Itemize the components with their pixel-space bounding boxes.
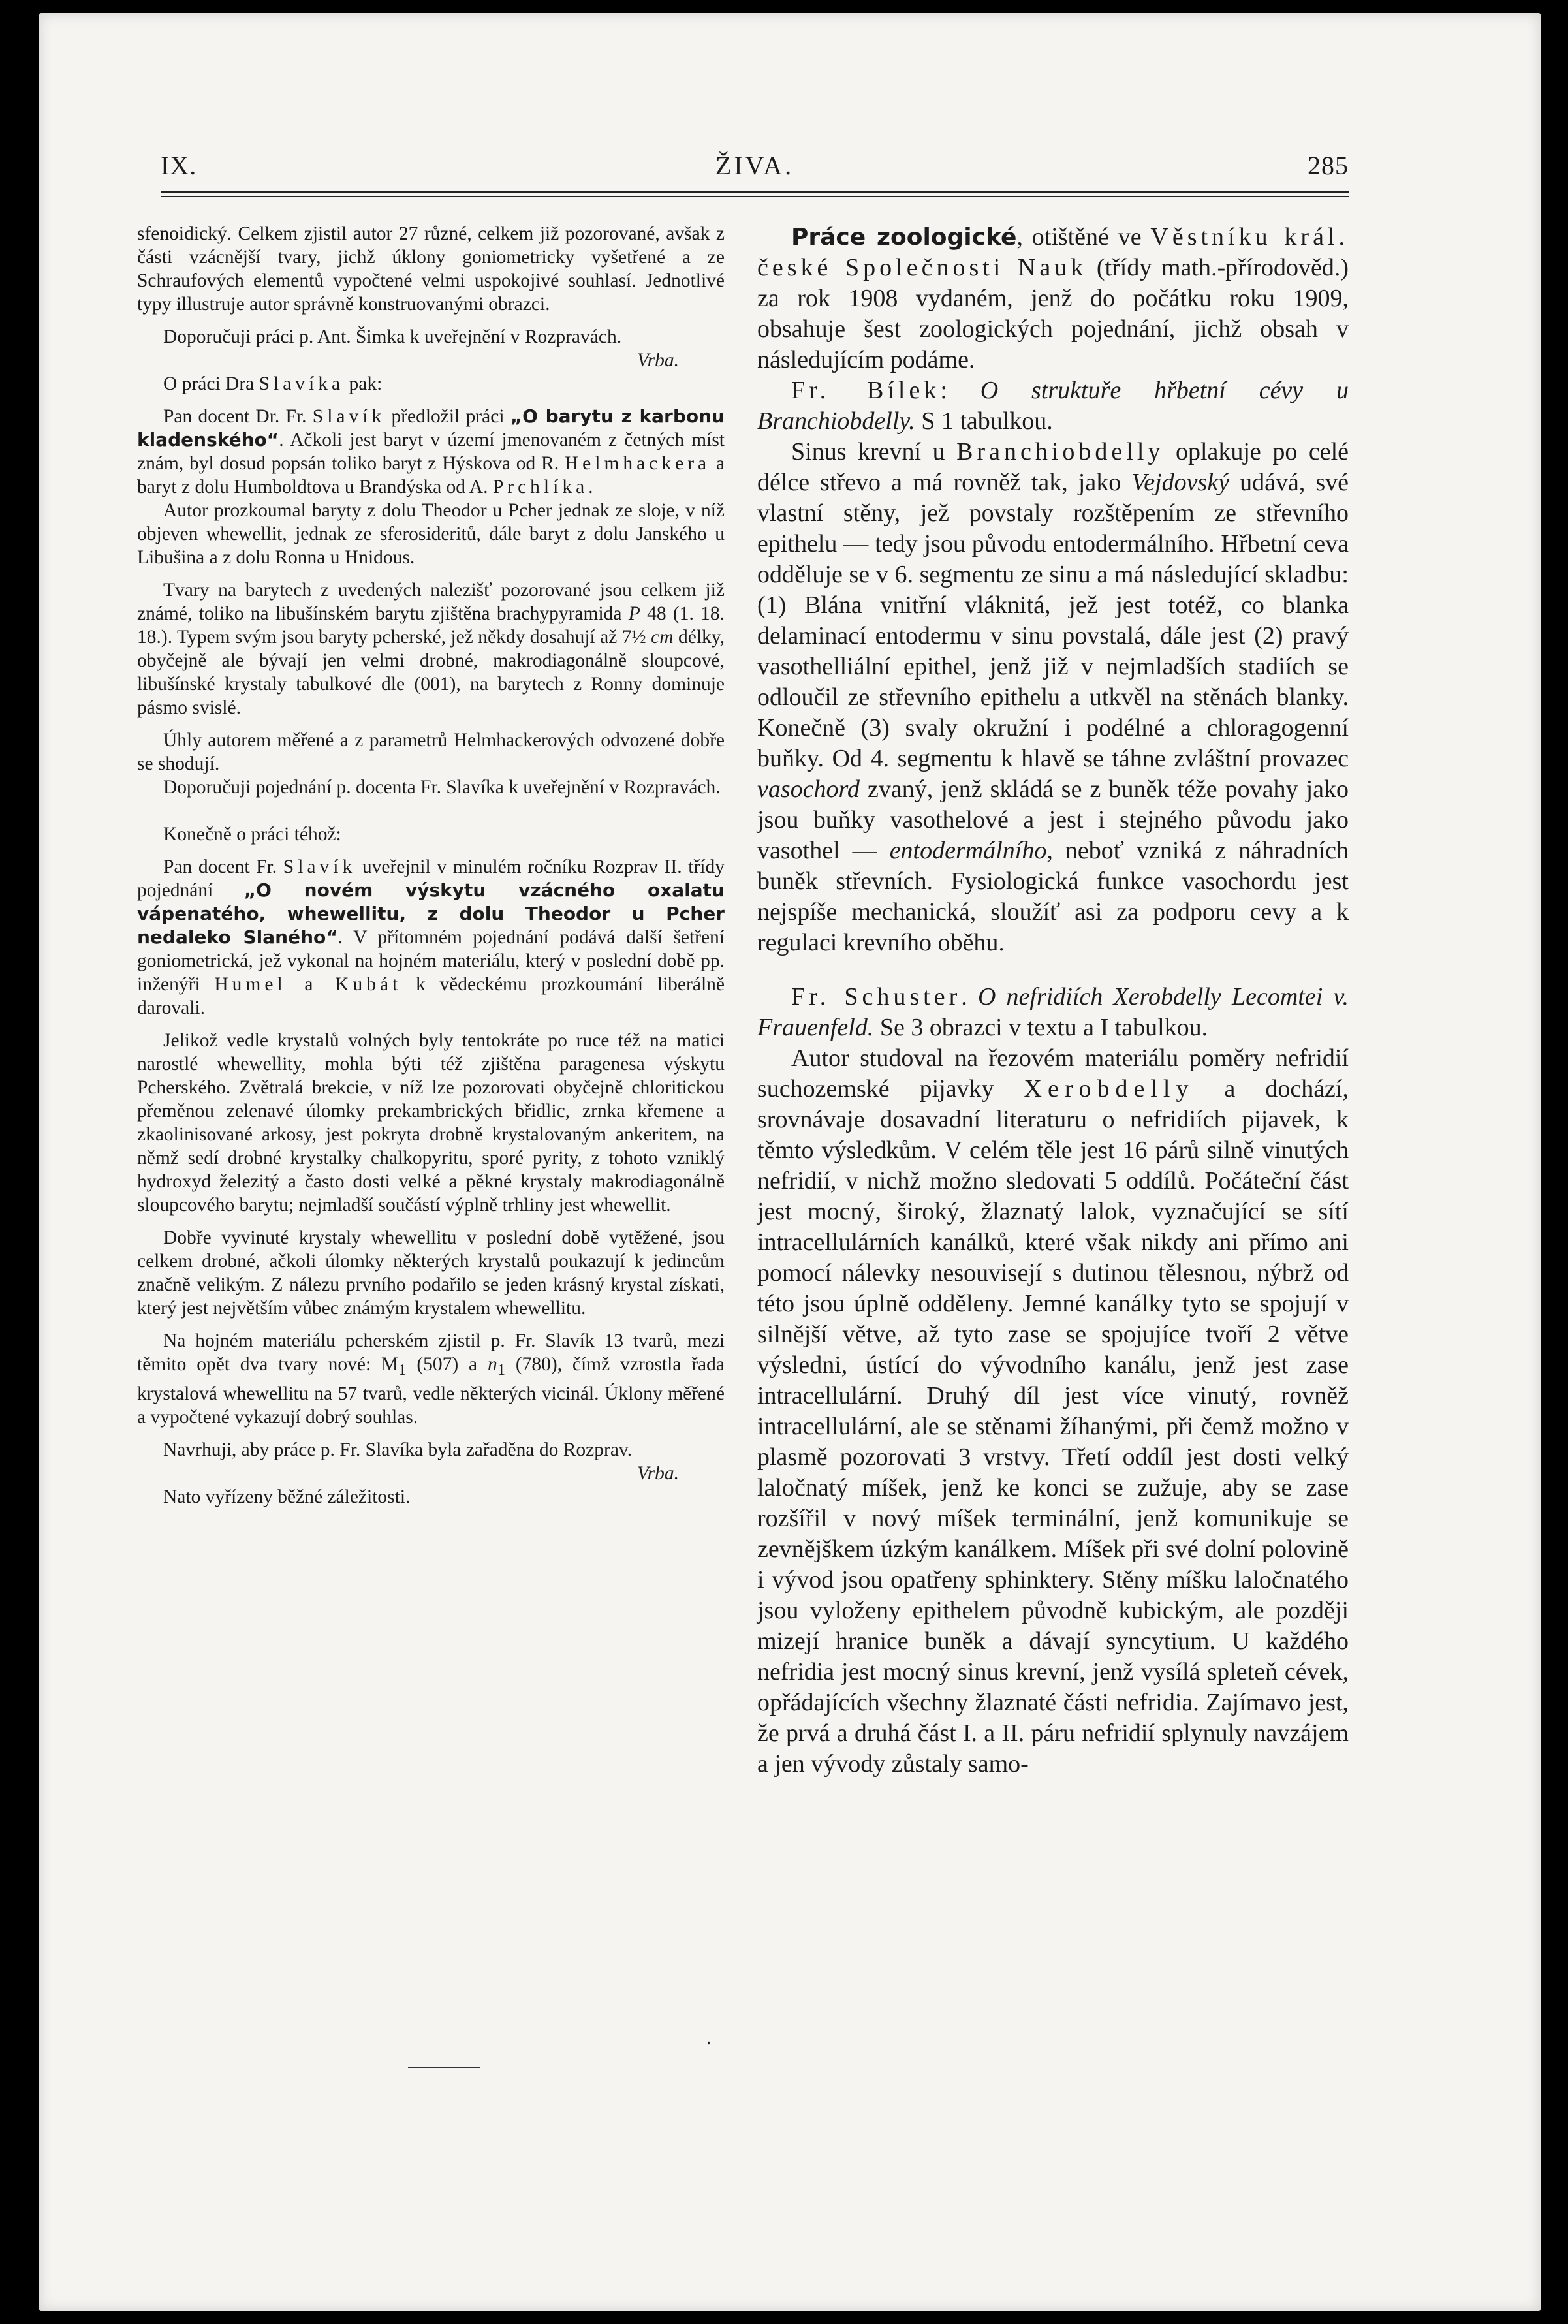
document-page (39, 13, 1541, 2311)
text: a baryt z dolu Humboldtova u Brandýska od A. (137, 453, 725, 497)
signature: Vrba. (636, 1462, 679, 1484)
author-name: Humel a Kubát (214, 974, 402, 995)
text: Na hojném materiálu pcherském zjistil p. Fr. Slavík 13 tvarů, mezi těmito opět dva tvary nové: M (137, 1330, 725, 1375)
section-end-rule (408, 2067, 480, 2068)
signature: Vrba. (636, 350, 679, 371)
author-name: Slavíka (259, 373, 345, 394)
text: neboť vzniká z náhradních buněk střevních. Fysiologická funkce vasochordu jest nejspíše mechanická, sloužíť asi za podporu cevy a k regulaci krevního oběhu. (757, 837, 1349, 956)
author-name: Vejdovský (1131, 469, 1230, 496)
genus-name: Xerobdelly (1024, 1075, 1195, 1103)
text: S 1 tabulkou. (915, 407, 1053, 435)
paragraph: Nato vyřízeny běžné záležitosti. (163, 1486, 411, 1507)
paragraph: Doporučuji práci p. Ant. Šimka k uveřejnění v Rozpravách. (163, 326, 622, 347)
paper-title: „O novém výskytu vzácného oxalatu vápenatého, whewellitu, z dolu Theodor u Pcher nedaleko Slaného“ (137, 879, 725, 948)
paragraph: sfenoidický. Celkem zjistil autor 27 různé, celkem již pozorované, avšak z části vzácnější tvary, jichž úklony goniometricky vyšetřené a ze Schraufových elementů vypočtené velmi uspokojivé souhlasí. Jednotlivé typy illustruje autor správně konstruovanými obrazci. (137, 223, 725, 315)
symbol: P (628, 603, 640, 624)
text: pak: (344, 373, 383, 394)
text: zvaný, jenž skládá se z buněk téže povahy jako jsou buňky vasothelové a jest i stejného původu jako vasothel — (757, 776, 1349, 864)
section-title: Práce zoologické (791, 224, 1017, 251)
paragraph: Úhly autorem měřené a z parametrů Helmhackerových odvozené dobře se shodují. (137, 730, 725, 774)
text: udává, své vlastní stěny, jež povstaly rozštěpením ze střevního epithelu — tedy jsou původu entodermálního. Hřbetní ceva odděluje se v 6. segmentu ze sinu a má následující skladbu: (1) Blána vnitřní vláknitá, jež jest totéž, co blanka delaminací entodermu v sinu povstalá, dále jest (2) pravý vasothelliální epithel, jenž již v nejmladších stadiích se odloučil ze střevního epithelu a utkvěl na stěnách blanky. Konečně (3) svaly okružní i podélné a chloragogenní buňky. Od 4. segmentu k hlavě se táhne zvláštní provazec (757, 469, 1349, 772)
author-name: Fr. Bílek (791, 377, 941, 404)
paragraph: Jelikož vedle krystalů volných byly tentokráte po ruce též na matici narostlé whewellity, mohla býti též zjištěna paragenesa výskytu Pcherského. Zvětralá brekcie, v níž lze pozorovati obyčejně chloritickou přeměnou zelenavé úlomky prekambrických břidlic, zrnka křemene a zkaolinisované arkosy, jest pokryta drobně krystalovaným ankeritem, na němž sedí drobné krystalky chalkopyritu, sporé pyrity, z tohoto vzniklý hydroxyd železitý a často dosti velké a pěkné krystaly makrodiagonálně sloupcového barytu; nejmladší součástí výplně trhliny jest whewellit. (137, 1030, 725, 1216)
paragraph (757, 1043, 1349, 1780)
text: oplakuje po celé délce střevo a má rovněž tak, jako (757, 438, 1349, 496)
paragraph: Doporučuji pojednání p. docenta Fr. Slavíka k uveřejnění v Rozpravách. (163, 777, 721, 798)
paragraph (757, 982, 1349, 1043)
journal-title: ŽIVA. (715, 151, 794, 180)
text: O práci Dra (163, 373, 259, 394)
text: : (940, 377, 980, 404)
text: délky, obyčejně ale bývají jen velmi drobné, makrodiagonálně sloupcové, libušínské krystaly tabulkové dle (001), na barytech z Ronny dominuje pásmo svislé. (137, 627, 725, 718)
text: , otištěné ve (1016, 223, 1151, 251)
end-mark: . (706, 2027, 712, 2049)
paragraph (137, 405, 725, 499)
header-rule (161, 191, 1349, 193)
text: Autor studoval na řezovém materiálu poměry nefridií suchozemské pijavky (757, 1044, 1349, 1103)
subscript: 1 (497, 1360, 505, 1379)
text: . V přítomném pojednání podává další šetření goniometrická, jež vykonal na hojném materiálu, který v poslední době pp. inženýři (137, 927, 725, 995)
journal-name: Věstníku král. české Společnosti Nauk (757, 223, 1349, 281)
term: vasochord (757, 776, 860, 803)
paper-title: O nefridiích Xerobdelly Lecomtei v. Frauenfeld. (757, 983, 1349, 1041)
page-number: 285 (1308, 151, 1349, 180)
text: 48 (1. 18. 18.). Typem svým jsou baryty pcherské, jež někdy dosahují až 7½ (137, 603, 725, 648)
running-head (161, 142, 1349, 188)
text: Se 3 obrazci v textu a I tabulkou. (873, 1014, 1208, 1041)
paragraph (137, 578, 725, 719)
author-name: Prchlíka (492, 477, 589, 497)
header-rule-thin (161, 196, 1349, 197)
text: Pan docent Dr. Fr. (163, 406, 313, 427)
text: Sinus krevní u (791, 438, 957, 465)
text: (780), čímž vzrostla řada krystalová whewellitu na 57 tvarů, vedle některých vicinál. Úklony měřené a vypočtené vykazují dobrý souhlas. (137, 1354, 725, 1428)
text: (třídy math.-přírodověd.) za rok 1908 vydaném, jenž do počátku roku 1909, obsahuje šest zoologických pojednání, jichž obsah v následujícím podáme. (757, 254, 1349, 373)
text: . (588, 477, 593, 497)
author-name: Slavík (283, 856, 356, 877)
paragraph (757, 375, 1349, 437)
text: uveřejnil v minulém ročníku Rozprav II. třídy pojednání (137, 856, 725, 901)
text: Tvary na barytech z uvedených nalezišť pozorované jsou celkem již známé, toliko na libušínském barytu zjištěna brachypyramida (137, 580, 725, 624)
text: k vědeckému prozkoumání liberálně darovali. (137, 974, 725, 1018)
text: předložil práci (385, 406, 510, 427)
paper-title: „O barytu z karbonu kladenského“ (137, 405, 725, 450)
genus-name: Branchiobdelly (956, 438, 1165, 465)
paragraph (137, 855, 725, 1020)
paragraph: Konečně o práci téhož: (163, 824, 341, 845)
text: . Ačkoli jest baryt v území jmenovaném z četných míst znám, byl dosud popsán toliko baryt z Hýskova od R. (137, 430, 725, 474)
paragraph (757, 222, 1349, 375)
unit: cm (651, 627, 674, 648)
author-name: Slavík (312, 406, 386, 427)
paragraph: Dobře vyvinuté krystaly whewellitu v poslední době vytěžené, jsou celkem drobné, ačkoli úlomky některých krystalů poukazují k jedincům značně velikým. Z nálezu prvního podařilo se jeden krásný krystal získati, který jest největším vůbec známým krystalem whewellitu. (137, 1227, 725, 1319)
symbol: n (487, 1354, 497, 1375)
left-column (137, 222, 725, 1509)
author-name: Fr. Schuster (791, 983, 962, 1011)
text: Pan docent Fr. (163, 856, 283, 877)
text: a dochází, srovnávaje dosavadní literaturu o nefridiích pijavek, k těmto výsledkům. V celém těle jest 16 párů silně vinutých nefridií, v nichž možno sledovati 5 oddílů. Počáteční část jest mocný, široký, žlaznatý lalok, vyznačující se sítí intracellulárních kanálků, které však nikdy ani přímo ani pomocí nálevky nesouvisejí s dutinou tělesnou, nýbrž od této jsou úplně odděleny. Jemné kanálky tyto se spojují v silnější větve, až tyto zase se spojujíce tvoří 2 větve výsledni, ústící do vývodního kanálu, jenž jest zase intracellulární. Druhý díl jest více vinutý, rovněž intracellulární, ale se stěnami žíhanými, při čemž možno v plasmě pozorovati 3 vrstvy. Třetí oddíl jest dosti velký laločnatý míšek, jenž ke konci se zužuje, aby se zase rozšířil v nový míšek terminální, jenž komunikuje se zevnějškem úzkým kanálkem. Míšek při své dolní polovině i vývod jsou opatřeny sphinktery. Stěny míšku laločnatého jsou vyloženy epithelem původně kubickým, ale později mizejí hranice buněk a dávají syncytium. U každého nefridia jest mocný sinus krevní, jenž vysílá spleteň cévek, opřádajících všechny žlaznaté části nefridia. Zajímavo jest, že prvá a druhá část I. a II. páru nefridií splynuly navzájem a jen vývody zůstaly samo- (757, 1075, 1349, 1778)
subscript: 1 (398, 1360, 407, 1379)
author-name: Helmhackera (564, 453, 711, 474)
paragraph (137, 1329, 725, 1429)
paragraph: Navrhuji, aby práce p. Fr. Slavíka byla zařaděna do Rozprav. (163, 1439, 633, 1460)
text: (507) a (406, 1354, 488, 1375)
term: entodermálního, (889, 837, 1053, 864)
paragraph (757, 437, 1349, 958)
paper-title: O struktuře hřbetní cévy u Branchiobdelly. (757, 377, 1349, 435)
volume-number: IX. (161, 151, 197, 180)
paragraph: Autor prozkoumal baryty z dolu Theodor u Pcher jednak ze sloje, v níž objeven whewellit, jednak ze sferosideritů, dále baryt z dolu Janského u Libušina a z dolu Ronna u Hnidous. (137, 500, 725, 568)
paragraph (137, 372, 725, 396)
text: . (961, 983, 978, 1011)
right-column (757, 222, 1349, 1780)
